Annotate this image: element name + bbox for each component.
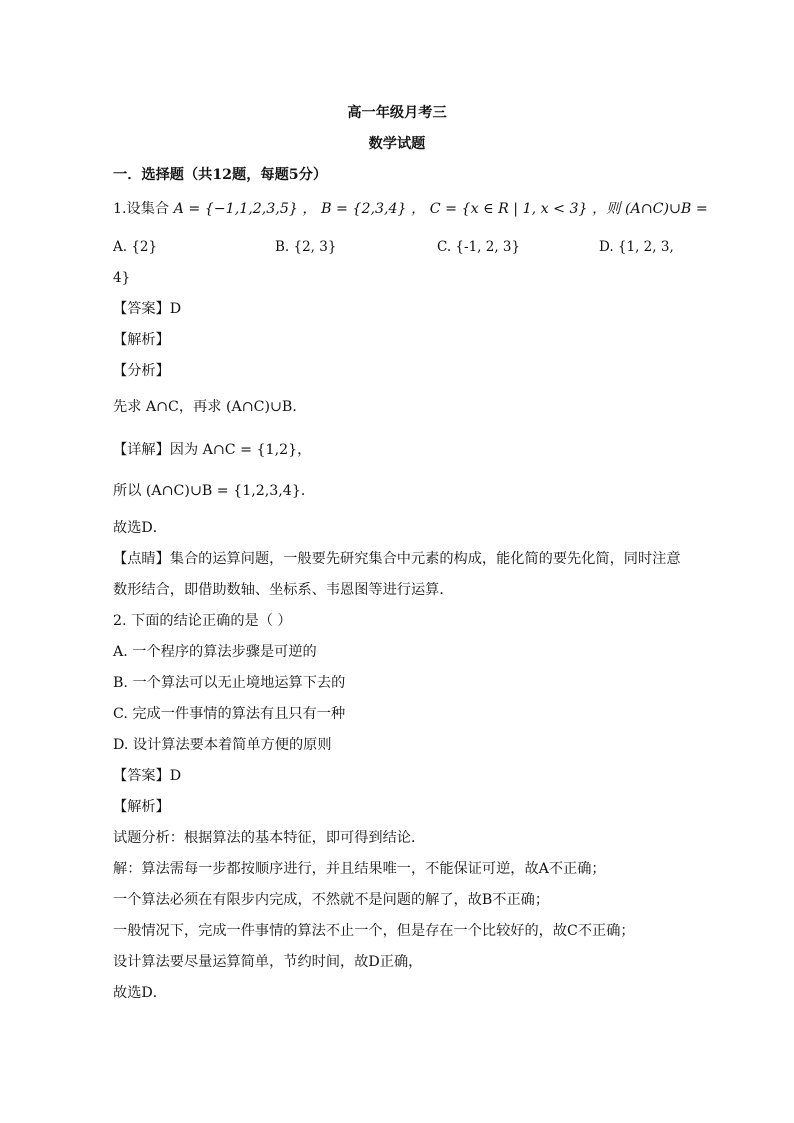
question-1-prefix: 1.设集合 <box>113 201 174 217</box>
exam-title: 高一年级月考三 <box>347 105 447 121</box>
q2-analysis-line: 一个算法必须在有限步内完成，不然就不是问题的解了，故B不正确； <box>113 892 550 908</box>
question-2-stem: 2. 下面的结论正确的是（ ） <box>113 613 292 629</box>
question-1-stem <box>113 200 708 218</box>
q2-analysis-line: 故选D． <box>113 985 167 1001</box>
q1-detail-line-1: 【详解】因为 A∩C = {1,2}， <box>113 442 312 458</box>
q1-option-d: D. {1, 2, 3, <box>599 239 674 255</box>
q2-option-b: B. 一个算法可以无止境地运算下去的 <box>113 675 346 691</box>
q1-option-d-wrap: 4} <box>113 270 131 286</box>
q2-option-c: C. 完成一件事情的算法有且只有一种 <box>113 706 346 722</box>
q2-analysis-tag: 【解析】 <box>113 799 170 815</box>
q2-option-a: A. 一个程序的算法步骤是可逆的 <box>113 644 317 660</box>
q1-option-b: B. {2, 3} <box>275 239 337 255</box>
q1-option-c: C. {-1, 2, 3} <box>437 239 521 255</box>
section-heading: 一．选择题（共12题，每题5分） <box>113 167 328 183</box>
q2-analysis-line: 设计算法要尽量运算简单，节约时间，故D正确， <box>113 954 423 970</box>
q2-analysis-line: 试题分析：根据算法的基本特征，即可得到结论． <box>113 830 426 846</box>
q1-dianjing-line-2: 数形结合，即借助数轴、坐标系、韦恩图等进行运算． <box>113 582 454 598</box>
q1-fenxi-tag: 【分析】 <box>113 363 170 379</box>
q2-answer: 【答案】D <box>113 768 182 784</box>
q1-detail-line-2: 所以 (A∩C)∪B = {1,2,3,4}． <box>113 483 316 499</box>
q2-analysis-line: 一般情况下，完成一件事情的算法不止一个，但是存在一个比较好的，故C不正确； <box>113 923 635 939</box>
q1-choose: 故选D． <box>113 520 167 536</box>
q1-answer: 【答案】D <box>113 301 182 317</box>
question-1-math: A = {−1,1,2,3,5} ， B = {2,3,4} ， C = {x ∈ R | 1, x < 3} ，则 (A∩C)∪B = <box>173 201 708 217</box>
q2-analysis-line: 解：算法需每一步都按顺序进行，并且结果唯一，不能保证可逆，故A不正确； <box>113 861 606 877</box>
q1-dianjing-line-1: 【点睛】集合的运算问题，一般要先研究集合中元素的构成，能化简的要先化简，同时注意 <box>113 551 681 567</box>
q2-option-d: D. 设计算法要本着简单方便的原则 <box>113 737 332 753</box>
q1-fenxi-text: 先求 A∩C，再求 (A∩C)∪B． <box>113 399 307 415</box>
q1-analysis-tag: 【解析】 <box>113 332 170 348</box>
exam-subtitle: 数学试题 <box>368 136 426 152</box>
q1-option-a: A. {2} <box>113 239 158 255</box>
